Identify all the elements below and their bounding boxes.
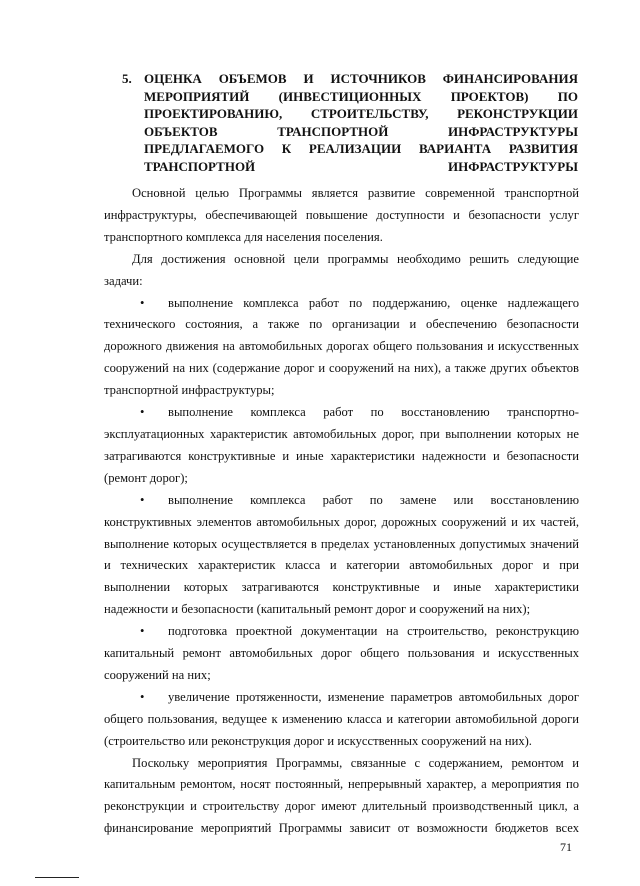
bullet-icon: • — [140, 295, 145, 310]
section-heading — [122, 70, 578, 176]
closing-paragraph: Поскольку мероприятия Программы, связанные с содержанием, ремонтом и капитальным ремонтом, носят постоянный, непрерывный характер, а мероприятия по реконструкции и строительству дорог имеют длительный производственный цикл, а финансирование мероприятий Программы зависит от возможности бюджетов всех — [104, 755, 579, 836]
tasks-intro-paragraph: Для достижения основной цели программы необходимо решить следующие задачи: — [104, 251, 579, 288]
heading-line-4: ОБЪЕКТОВ ТРАНСПОРТНОЙ ИНФРАСТРУКТУРЫ — [144, 123, 578, 139]
bullet-icon: • — [140, 405, 145, 420]
section-number: 5. — [122, 71, 132, 86]
heading-line-5: ПРЕДЛАГАЕМОГО К РЕАЛИЗАЦИИ ВАРИАНТА РАЗВИТИЯ — [144, 141, 578, 157]
intro-paragraph: Основной целью Программы является развитие современной транспортной инфраструктуры, обеспечивающей повышение доступности и безопасности услуг транспортного комплекса для населения поселения. — [104, 186, 579, 244]
list-item-text: подготовка проектной документации на строительство, реконструкцию капитальный ремонт автомобильных дорог общего пользования и искусственных сооружений на них; — [104, 624, 579, 682]
footnote-divider — [35, 877, 79, 878]
list-item — [104, 490, 579, 621]
list-item — [104, 621, 579, 687]
list-item-text: выполнение комплекса работ по замене или восстановлению конструктивных элементов автомобильных дорог, дорожных сооружений и их частей, выполнение которых осуществляется в пределах установленных допустимых значений и технических характеристик класса и категории автомобильных дорог и при выполнении которых затрагиваются конструктивные и иные характеристики надежности и безопасности (капитальный ремонт дорог и сооружений на них); — [104, 492, 579, 617]
heading-line-6: ТРАНСПОРТНОЙ ИНФРАСТРУКТУРЫ — [144, 158, 578, 174]
bullet-icon: • — [140, 624, 145, 639]
page-number: 71 — [560, 840, 572, 854]
list-item-text: выполнение комплекса работ по поддержанию, оценке надлежащего технического состояния, а также по организации и обеспечению безопасности дорожного движения на автомобильных дорогах общего пользования и искусственных сооружений на них (содержание дорог и сооружений на них), а также других объектов транспортной инфраструктуры; — [104, 295, 579, 398]
document-body — [104, 183, 579, 840]
list-item-text: выполнение комплекса работ по восстановлению транспортно-эксплуатационных характеристик автомобильных дорог, при выполнении которых не затрагиваются конструктивные и иные характеристики надежности и безопасности (ремонт дорог); — [104, 405, 579, 485]
list-item — [104, 402, 579, 490]
bullet-icon: • — [140, 492, 145, 507]
list-item — [104, 687, 579, 753]
heading-line-1: ОЦЕНКА ОБЪЕМОВ И ИСТОЧНИКОВ ФИНАНСИРОВАНИЯ — [144, 71, 578, 86]
heading-line-2: МЕРОПРИЯТИЙ (ИНВЕСТИЦИОННЫХ ПРОЕКТОВ) ПО — [144, 88, 578, 104]
list-item-text: увеличение протяженности, изменение параметров автомобильных дорог общего пользования, ведущее к изменению класса и категории автомобильной дороги (строительство или реконструкция дорог и искусственных сооружений на них). — [104, 689, 579, 748]
list-item — [104, 293, 579, 403]
heading-line-3: ПРОЕКТИРОВАНИЮ, СТРОИТЕЛЬСТВУ, РЕКОНСТРУКЦИИ — [144, 106, 578, 122]
bullet-icon: • — [140, 689, 145, 704]
